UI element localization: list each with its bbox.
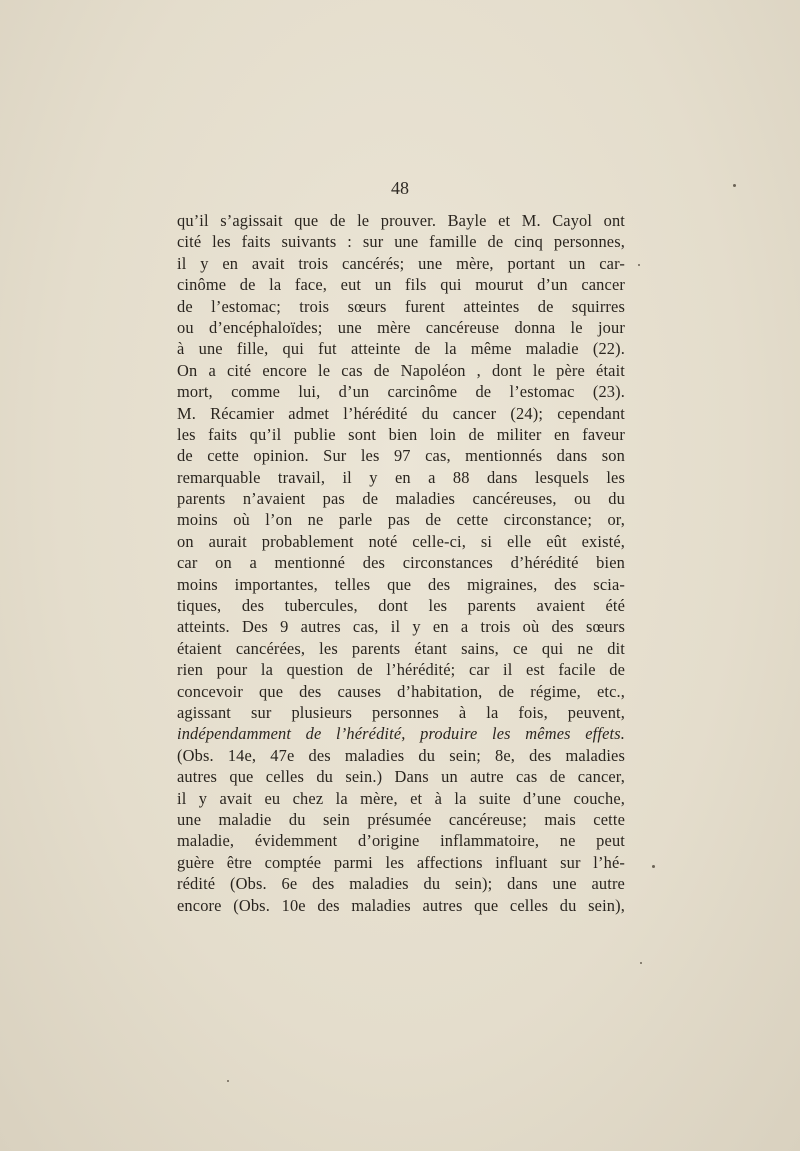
text-line: de l’estomac; trois sœurs furent atteintes de squirres (177, 296, 625, 316)
text-line: agissant sur plusieurs personnes à la fois, peuvent, (177, 702, 625, 722)
text-line: étaient cancérées, les parents étant sains, ce qui ne dit (177, 638, 625, 658)
text-line: concevoir que des causes d’habitation, de régime, etc., (177, 681, 625, 701)
text-line: indépendamment de l’hérédité, produire les mêmes effets. (177, 724, 625, 744)
paper-speck (227, 1080, 229, 1082)
text-line: rien pour la question de l’hérédité; car il est facile de (177, 660, 625, 680)
page-number: 48 (391, 178, 409, 198)
text-line: à une fille, qui fut atteinte de la même maladie (22). (177, 339, 625, 359)
text-line: car on a mentionné des circonstances d’hérédité bien (177, 553, 625, 573)
paper-speck (640, 962, 642, 964)
text-line: encore (Obs. 10e des maladies autres que celles du sein), (177, 895, 625, 915)
text-line: de cette opinion. Sur les 97 cas, mentionnés dans son (177, 446, 625, 466)
text-line: guère être comptée parmi les affections influant sur l’hé- (177, 852, 625, 872)
text-line: les faits qu’il publie sont bien loin de militer en faveur (177, 424, 625, 444)
text-line: (Obs. 14e, 47e des maladies du sein; 8e, des maladies (177, 745, 625, 765)
text-line: une maladie du sein présumée cancéreuse; mais cette (177, 809, 625, 829)
text-line: tiques, des tubercules, dont les parents avaient été (177, 596, 625, 616)
paper-speck (638, 264, 640, 266)
text-line: remarquable travail, il y en a 88 dans lesquels les (177, 467, 625, 487)
text-line: ou d’encéphaloïdes; une mère cancéreuse donna le jour (177, 317, 625, 337)
text-line: parents n’avaient pas de maladies cancéreuses, ou du (177, 489, 625, 509)
text-line: mort, comme lui, d’un carcinôme de l’estomac (23). (177, 382, 625, 402)
text-line: il y en avait trois cancérés; une mère, portant un car- (177, 253, 625, 273)
text-line: qu’il s’agissait que de le prouver. Bayle et M. Cayol ont (177, 211, 625, 230)
paper-speck (733, 184, 736, 187)
text-line: cité les faits suivants : sur une famille de cinq personnes, (177, 232, 625, 252)
text-line: moins importantes, telles que des migraines, des scia- (177, 574, 625, 594)
paper-speck (652, 865, 655, 868)
body-text (177, 210, 625, 916)
text-line: rédité (Obs. 6e des maladies du sein); dans une autre (177, 874, 625, 894)
text-line: il y avait eu chez la mère, et à la suite d’une couche, (177, 788, 625, 808)
text-line: cinôme de la face, eut un fils qui mourut d’un cancer (177, 275, 625, 295)
text-line: on aurait probablement noté celle-ci, si elle eût existé, (177, 531, 625, 551)
text-line: atteints. Des 9 autres cas, il y en a trois où des sœurs (177, 617, 625, 637)
text-line: maladie, évidemment d’origine inflammatoire, ne peut (177, 831, 625, 851)
text-line: autres que celles du sein.) Dans un autre cas de cancer, (177, 767, 625, 787)
text-line: On a cité encore le cas de Napoléon , dont le père était (177, 360, 625, 380)
text-line: moins où l’on ne parle pas de cette circonstance; or, (177, 510, 625, 530)
text-line: M. Récamier admet l’hérédité du cancer (24); cependant (177, 403, 625, 423)
